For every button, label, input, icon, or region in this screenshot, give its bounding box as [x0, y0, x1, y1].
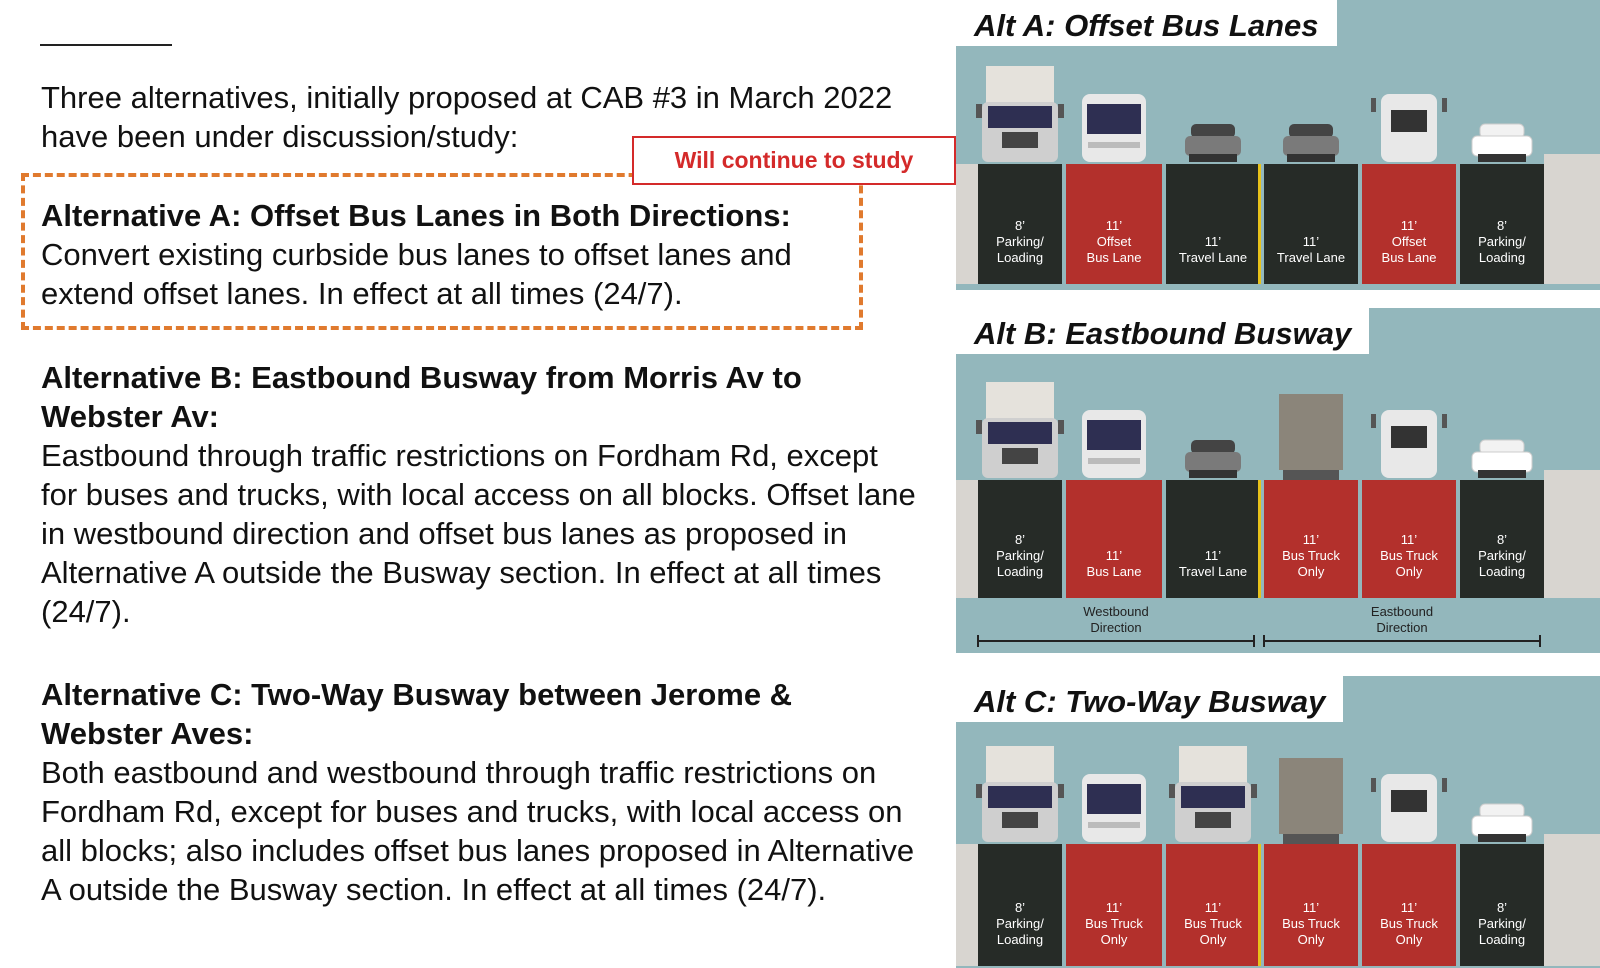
sidewalk-right — [1544, 470, 1600, 598]
lane-1-label: Parking/ — [996, 234, 1044, 249]
lane-4-label: 11’ — [1302, 900, 1320, 915]
alternative-c — [41, 675, 921, 909]
cross-section-alt-b — [956, 308, 1600, 653]
lane-5-label: 11’ — [1400, 900, 1418, 915]
lane-3 — [1166, 164, 1260, 284]
panel-alt-b — [956, 308, 1600, 653]
sidewalk-left — [956, 164, 978, 284]
lane-5-label: 11’ — [1400, 532, 1418, 547]
direction-label: Eastbound — [1370, 604, 1434, 619]
lane-4-label: Travel Lane — [1276, 250, 1346, 265]
lane-4-label: Bus Truck — [1282, 916, 1340, 931]
lane-1-label: Parking/ — [996, 548, 1044, 563]
panel-alt-a-title: Alt A: Offset Bus Lanes — [956, 0, 1337, 46]
lane-6-label: Loading — [1478, 250, 1526, 265]
alternative-b-body: Eastbound through traffic restrictions on Fordham Rd, except for buses and trucks, with local access on all blocks. Offset lane in westbound direction and offset bus lanes as proposed in Alternative A outside the Busway section. In effect at all times (24/7). — [41, 438, 916, 629]
lane-1-label: Parking/ — [996, 916, 1044, 931]
car-rear-icon — [1185, 124, 1241, 162]
intro-text: Three alternatives, initially proposed at CAB #3 in March 2022 have been under discussion/study: — [41, 80, 893, 154]
lane-1-label: 8’ — [1014, 532, 1026, 547]
truck-front-icon — [976, 382, 1064, 478]
lane-1-label: Loading — [996, 250, 1044, 265]
sidewalk-left — [956, 844, 978, 966]
car-rear-white-icon — [1472, 124, 1532, 162]
lane-5-label: Bus Truck — [1380, 916, 1438, 931]
box-truck-rear-icon — [1279, 758, 1343, 844]
bus-front-icon — [1082, 410, 1146, 478]
lane-6-label: Parking/ — [1478, 548, 1526, 563]
lane-6-label: 8’ — [1496, 900, 1508, 915]
panel-alt-a — [956, 0, 1600, 290]
header-rule — [40, 44, 172, 46]
lane-4-label: Only — [1297, 932, 1325, 947]
bus-front-icon — [1082, 94, 1146, 162]
lane-1-label: 8’ — [1014, 218, 1026, 233]
direction-label: Direction — [1376, 620, 1428, 635]
truck-front-icon — [976, 746, 1064, 842]
bus-front-icon — [1082, 774, 1146, 842]
lane-2-label: Bus Lane — [1086, 250, 1142, 265]
car-front-icon — [1283, 124, 1339, 162]
alternative-c-body: Both eastbound and westbound through traffic restrictions on Fordham Rd, except for buses and trucks, with local access on all blocks; also includes offset bus lanes proposed in Alternative A outside the Busway section. In effect at all times (24/7). — [41, 755, 915, 907]
direction-label: Westbound — [1083, 604, 1149, 619]
lane-5-label: Offset — [1391, 234, 1427, 249]
lane-4-label: 11’ — [1302, 234, 1320, 249]
lane-5-label: Only — [1395, 932, 1423, 947]
lane-2-label: 11’ — [1105, 218, 1123, 233]
lane-3-label: Travel Lane — [1178, 564, 1248, 579]
center-line — [1258, 480, 1261, 598]
bus-rear-icon — [1371, 410, 1447, 478]
lane-2-label: Bus Truck — [1085, 916, 1143, 931]
lane-5-label: Bus Truck — [1380, 548, 1438, 563]
alternative-a-heading: Alternative A: Offset Bus Lanes in Both Directions: — [41, 198, 791, 233]
panel-alt-c-title: Alt C: Two-Way Busway — [956, 676, 1343, 722]
lane-1-label: Loading — [996, 932, 1044, 947]
lane-5-label: Only — [1395, 564, 1423, 579]
sidewalk-right — [1544, 154, 1600, 284]
bus-rear-icon — [1371, 94, 1447, 162]
center-line — [1258, 164, 1261, 284]
lane-1-label: Loading — [996, 564, 1044, 579]
lane-3-label: Only — [1199, 932, 1227, 947]
lane-6-label: Loading — [1478, 932, 1526, 947]
panel-alt-b-title: Alt B: Eastbound Busway — [956, 308, 1369, 354]
lane-1-label: 8’ — [1014, 900, 1026, 915]
truck-front-icon — [1169, 746, 1257, 842]
alternative-b-heading: Alternative B: Eastbound Busway from Morris Av to Webster Av: — [41, 360, 802, 434]
lane-5-label: 11’ — [1400, 218, 1418, 233]
lane-2-label: Offset — [1096, 234, 1132, 249]
truck-front-icon — [976, 66, 1064, 162]
lane-2-label: Bus Lane — [1086, 564, 1142, 579]
lane-2-label: 11’ — [1105, 548, 1123, 563]
sidewalk-right — [1544, 834, 1600, 966]
box-truck-rear-icon — [1279, 394, 1343, 480]
car-front-icon — [1185, 440, 1241, 478]
alternative-a — [41, 196, 881, 313]
center-line — [1258, 844, 1261, 966]
lane-6-label: 8’ — [1496, 532, 1508, 547]
lane-4-label: Only — [1297, 564, 1325, 579]
sidewalk-left — [956, 480, 978, 598]
lane-3-label: Travel Lane — [1178, 250, 1248, 265]
lane-3-label: 11’ — [1204, 900, 1222, 915]
lane-5-label: Bus Lane — [1381, 250, 1437, 265]
alternative-b — [41, 358, 921, 631]
lane-3 — [1166, 480, 1260, 598]
lane-3-label: 11’ — [1204, 548, 1222, 563]
lane-2-label: 11’ — [1105, 900, 1123, 915]
panel-alt-c — [956, 676, 1600, 968]
lane-4-label: Bus Truck — [1282, 548, 1340, 563]
lane-3-label: Bus Truck — [1184, 916, 1242, 931]
lane-4-label: 11’ — [1302, 532, 1320, 547]
direction-label: Direction — [1090, 620, 1142, 635]
lane-6-label: 8’ — [1496, 218, 1508, 233]
lane-2 — [1066, 480, 1162, 598]
will-continue-to-study-label: Will continue to study — [632, 136, 956, 185]
car-rear-white-icon — [1472, 440, 1532, 478]
lane-3-label: 11’ — [1204, 234, 1222, 249]
bus-rear-icon — [1371, 774, 1447, 842]
alternative-a-body: Convert existing curbside bus lanes to offset lanes and extend offset lanes. In effect at all times (24/7). — [41, 237, 792, 311]
alternative-c-heading: Alternative C: Two-Way Busway between Jerome & Webster Aves: — [41, 677, 793, 751]
lane-6-label: Loading — [1478, 564, 1526, 579]
lane-6-label: Parking/ — [1478, 916, 1526, 931]
lane-2-label: Only — [1100, 932, 1128, 947]
car-rear-white-icon — [1472, 804, 1532, 842]
lane-6-label: Parking/ — [1478, 234, 1526, 249]
lane-4 — [1264, 164, 1358, 284]
direction-band — [956, 600, 1600, 653]
